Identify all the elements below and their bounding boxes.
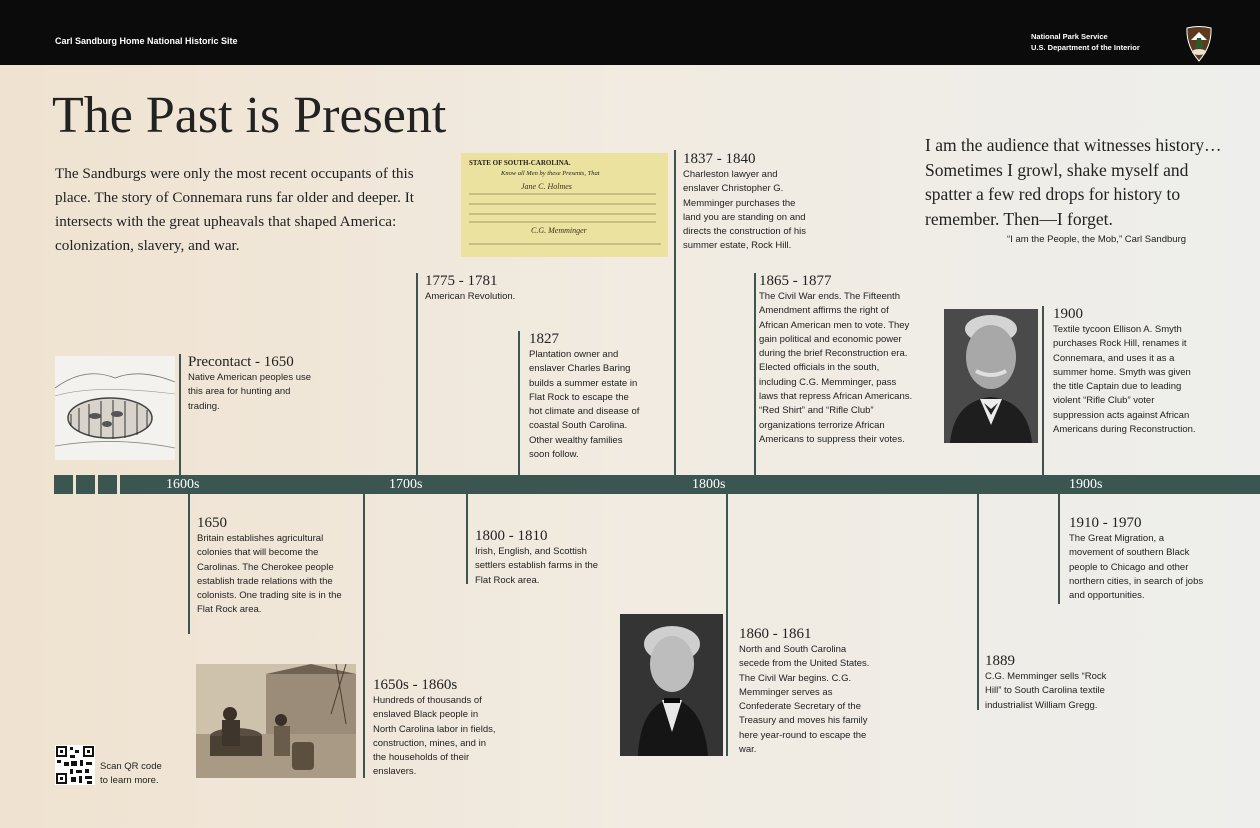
deed-document-image (461, 153, 668, 257)
event-1865 (759, 272, 917, 447)
quote-citation: “I am the People, the Mob,” Carl Sandburg (1007, 234, 1187, 245)
qr-code-icon[interactable] (55, 745, 95, 785)
sandburg-quote: I am the audience that witnesses history… Sometimes I growl, shake myself and spatter a few red drops for history to remember. Then—I forget. (925, 135, 1222, 229)
event-text: American Revolution. (425, 291, 516, 302)
event-text: Charleston lawyer and enslaver Christopher G. Memminger purchases the land you are standing on and directs the construction of his summer estate, Rock Hill. (683, 169, 807, 252)
qr-instructions: Scan QR code to learn more. (100, 761, 162, 786)
event-date: 1865 - 1877 (759, 273, 832, 289)
event-1800 (475, 527, 600, 588)
event-date: 1650s - 1860s (373, 677, 458, 693)
event-text: Hundreds of thousands of enslaved Black people in North Carolina labor in fields, construction, mines, and in the households of their enslavers. (373, 695, 496, 778)
header-bar (0, 0, 1260, 65)
event-1650s (373, 676, 498, 780)
timeline-connector (1042, 306, 1044, 475)
memminger-portrait (620, 614, 723, 756)
event-date: 1889 (985, 653, 1015, 669)
event-1650 (197, 514, 342, 618)
timeline-connector (977, 494, 979, 710)
event-text: Irish, English, and Scottish settlers establish farms in the Flat Rock area. (475, 546, 599, 586)
timeline-connector (188, 494, 190, 634)
timeline-connector (179, 354, 181, 475)
event-1837 (683, 150, 813, 254)
event-date: 1900 (1053, 306, 1083, 322)
event-text: North and South Carolina secede from the United States. The Civil War begins. C.G. Memminger serves as Confederate Secretary of the Treasury and moves his family here year-round to escape the war. (739, 644, 870, 756)
deed-signature-2: C.G. Memminger (531, 226, 587, 235)
agency-line-1: National Park Service (1031, 32, 1108, 41)
timeline-square (76, 475, 95, 494)
century-label-1700s: 1700s (389, 477, 423, 492)
event-text: Britain establishes agricultural colonies that will become the Carolinas. The Cherokee people establish trade relations with the colonists. One trading site is in the Flat Rock area. (197, 533, 342, 616)
event-text: Plantation owner and enslaver Charles Baring builds a summer estate in Flat Rock to escape the hot climate and disease of coastal South Carolina. Other wealthy families soon follow. (529, 349, 640, 461)
event-text: The Civil War ends. The Fifteenth Amendment affirms the right of African American men to vote. They gain political and economic power during the brief Reconstruction era. Elected officials in the south, including C.G. Memminger, pass laws that repress African Americans. “Red Shirt” and “Rifle Club” organizations terrorize African Americans to suppress their votes. (759, 291, 913, 445)
timeline-connector (518, 331, 520, 475)
event-text: C.G. Memminger sells “Rock Hill” to South Carolina textile industrialist William Gregg. (985, 671, 1107, 711)
event-1827 (529, 330, 644, 462)
event-text: Native American peoples use this area for hunting and trading. (188, 372, 312, 412)
event-date: 1800 - 1810 (475, 528, 548, 544)
agency-line-2: U.S. Department of the Interior (1031, 43, 1140, 52)
deed-script-lines (461, 153, 668, 257)
timeline-connector (363, 494, 365, 778)
timeline-connector (674, 150, 676, 475)
timeline-connector (466, 494, 468, 584)
event-date: 1775 - 1781 (425, 273, 498, 289)
event-text: The Great Migration, a movement of southern Black people to Chicago and other northern cities, in search of jobs and opportunities. (1069, 533, 1204, 602)
century-label-1900s: 1900s (1069, 477, 1103, 492)
event-text: Textile tycoon Ellison A. Smyth purchases Rock Hill, renames it Connemara, and uses it as a summer home. Smyth was given the title Captain due to leading violent “Rifle Club” voter suppression acts against African Americans during Reconstruction. (1053, 324, 1196, 436)
event-date: 1827 (529, 331, 559, 347)
event-1900 (1053, 305, 1198, 437)
timeline-connector (754, 273, 756, 475)
laundry-photo (196, 664, 356, 778)
event-date: 1910 - 1970 (1069, 515, 1142, 531)
event-date: 1860 - 1861 (739, 626, 812, 642)
event-precontact (188, 353, 313, 414)
nps-arrowhead-icon (1185, 26, 1213, 62)
timeline-square (54, 475, 73, 494)
century-label-1800s: 1800s (692, 477, 726, 492)
event-1910 (1069, 514, 1204, 603)
event-1860 (739, 625, 874, 757)
event-date: 1837 - 1840 (683, 151, 756, 167)
event-date: 1650 (197, 515, 227, 531)
deed-subheading: Know all Men by these Presents, That (501, 170, 600, 177)
event-1775 (425, 272, 545, 304)
event-1889 (985, 652, 1125, 713)
intro-text: The Sandburgs were only the most recent occupants of this place. The story of Connemara runs far older and deeper. It intersects with the great upheavals that shaped America: colonization, slavery, and war. (55, 165, 415, 254)
timeline-connector (726, 494, 728, 756)
deed-heading: STATE OF SOUTH-CAROLINA. (469, 159, 571, 167)
deed-signature-1: Jane C. Holmes (521, 182, 572, 191)
smyth-portrait (944, 309, 1038, 443)
century-label-1600s: 1600s (166, 477, 200, 492)
timeline-connector (1058, 494, 1060, 604)
timeline-square (98, 475, 117, 494)
agency-name (1031, 31, 1140, 53)
page-title: The Past is Present (52, 87, 447, 144)
village-engraving-image (55, 356, 175, 460)
site-name: Carl Sandburg Home National Historic Site (55, 36, 238, 46)
event-date: Precontact - 1650 (188, 354, 294, 370)
timeline-connector (416, 273, 418, 475)
